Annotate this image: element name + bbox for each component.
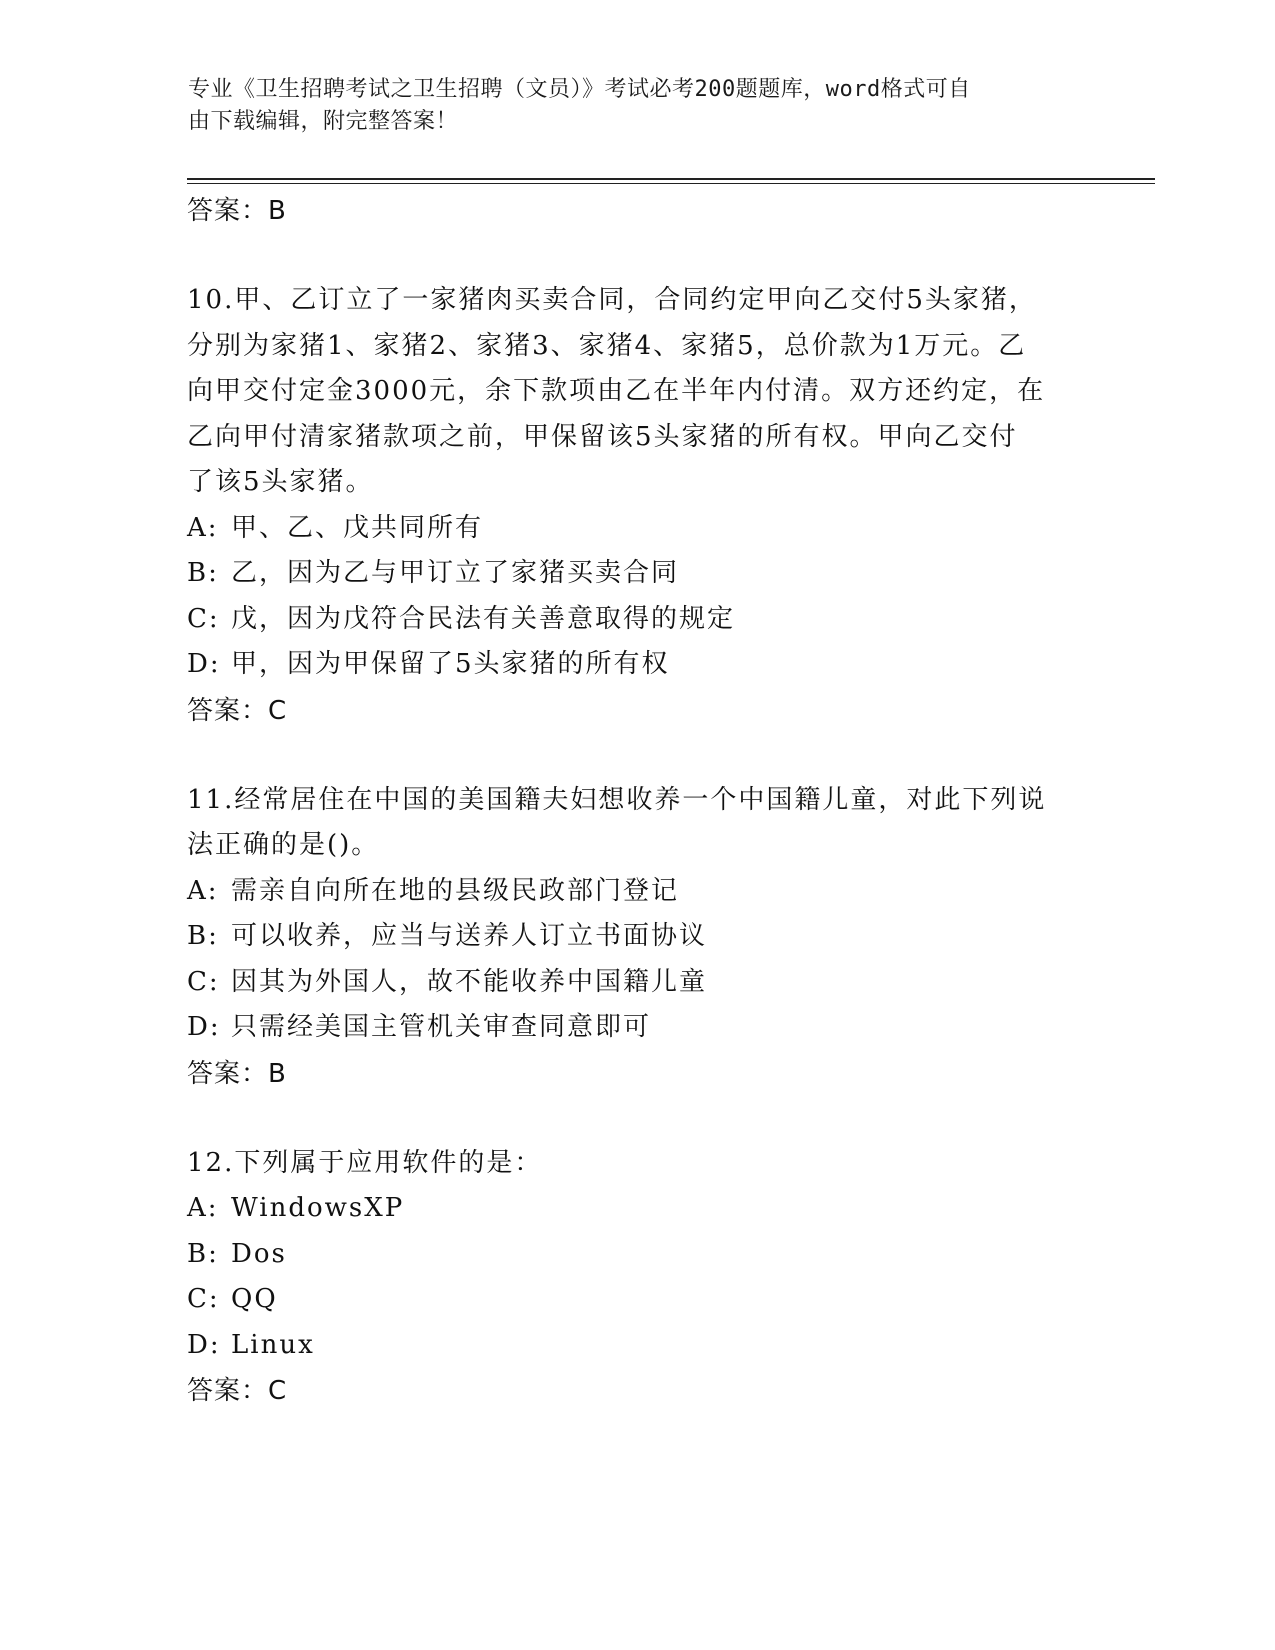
- option-text: 需亲自向所在地的县级民政部门登记: [231, 875, 680, 906]
- option-b: [187, 551, 1087, 597]
- question-block: [187, 1141, 1087, 1415]
- option-a: [187, 869, 1087, 915]
- option-letter: D:: [187, 1012, 221, 1042]
- document-header: [188, 74, 1068, 138]
- option-d: [187, 642, 1087, 688]
- option-c: [187, 597, 1087, 643]
- option-text: Dos: [231, 1238, 287, 1269]
- option-d: [187, 1005, 1087, 1051]
- question-line: 11.经常居住在中国的美国籍夫妇想收养一个中国籍儿童，对此下列说: [187, 784, 1047, 815]
- option-b: [187, 1232, 1087, 1278]
- option-text: 甲，因为甲保留了5头家猪的所有权: [231, 649, 670, 679]
- option-d: [187, 1323, 1087, 1369]
- option-letter: C:: [187, 603, 220, 634]
- option-a: [187, 1186, 1087, 1232]
- option-text: 因其为外国人，故不能收养中国籍儿童: [231, 966, 708, 997]
- option-letter: D:: [187, 649, 221, 679]
- document-body: [187, 188, 1087, 1414]
- option-letter: B:: [187, 1238, 219, 1269]
- option-c: [187, 1277, 1087, 1323]
- option-letter: A:: [187, 1193, 219, 1223]
- answer-line: 答案：B: [187, 1058, 287, 1089]
- question-line: 了该5头家猪。: [187, 467, 374, 497]
- question-line: 分别为家猪1、家猪2、家猪3、家猪4、家猪5，总价款为1万元。乙: [187, 330, 1027, 361]
- option-text: 可以收养，应当与送养人订立书面协议: [231, 921, 708, 951]
- option-letter: B:: [187, 558, 219, 588]
- question-line: 法正确的是()。: [187, 830, 380, 860]
- header-divider-thin: [187, 183, 1155, 184]
- option-letter: A:: [187, 875, 219, 906]
- option-a: [187, 506, 1087, 552]
- header-divider: [187, 178, 1155, 180]
- header-line: 由下载编辑，附完整答案！: [188, 109, 459, 134]
- question-line: 10.甲、乙订立了一家猪肉买卖合同，合同约定甲向乙交付5头家猪，: [187, 285, 1037, 315]
- question-stem: [187, 278, 1087, 506]
- option-letter: A:: [187, 512, 219, 543]
- question-stem: [187, 1141, 1087, 1187]
- option-letter: B:: [187, 921, 219, 951]
- header-line: 专业《卫生招聘考试之卫生招聘（文员）》考试必考200题题库，word格式可自: [188, 77, 971, 102]
- option-text: Linux: [231, 1329, 315, 1360]
- option-text: QQ: [231, 1284, 278, 1314]
- answer-line: 答案：C: [187, 695, 288, 726]
- question-line: 向甲交付定金3000元，余下款项由乙在半年内付清。双方还约定，在: [187, 376, 1046, 406]
- question-block: [187, 278, 1087, 734]
- question-stem: [187, 778, 1087, 869]
- question-block: [187, 778, 1087, 1097]
- question-line: 12.下列属于应用软件的是：: [187, 1147, 543, 1178]
- option-text: 只需经美国主管机关审查同意即可: [231, 1012, 652, 1042]
- option-letter: D:: [187, 1329, 221, 1360]
- option-text: WindowsXP: [231, 1193, 405, 1223]
- option-text: 戊，因为戊符合民法有关善意取得的规定: [231, 603, 736, 634]
- answer-line: 答案：B: [187, 196, 287, 226]
- option-letter: C:: [187, 1284, 220, 1314]
- option-text: 乙，因为乙与甲订立了家猪买卖合同: [231, 558, 680, 588]
- option-letter: C:: [187, 966, 220, 997]
- spacer: [187, 1097, 1087, 1141]
- option-b: [187, 914, 1087, 960]
- question-line: 乙向甲付清家猪款项之前，甲保留该5头家猪的所有权。甲向乙交付: [187, 421, 1018, 452]
- spacer: [187, 734, 1087, 778]
- spacer: [187, 234, 1087, 278]
- option-c: [187, 960, 1087, 1006]
- answer-line: 答案：C: [187, 1376, 288, 1406]
- option-text: 甲、乙、戊共同所有: [231, 512, 484, 543]
